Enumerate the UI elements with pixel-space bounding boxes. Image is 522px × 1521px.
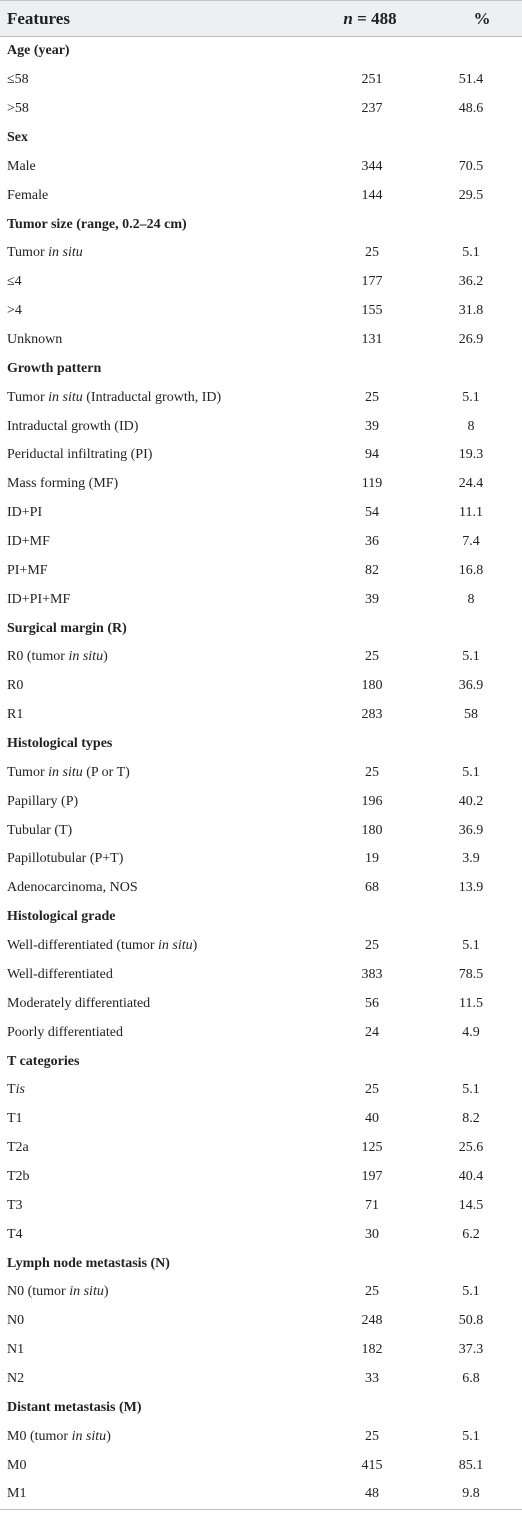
feature-label-suffix: ) — [106, 1428, 111, 1444]
count-cell: 40 — [365, 1111, 379, 1127]
percent-cell: 36.2 — [458, 274, 484, 290]
feature-label — [7, 1220, 23, 1249]
feature-label-text: Tumor — [7, 764, 49, 780]
percent-cell: 78.5 — [458, 966, 484, 982]
table-row — [0, 816, 522, 845]
table-row — [0, 66, 522, 95]
section-label — [7, 1393, 142, 1422]
count-cell: 180 — [361, 822, 383, 838]
feature-label-text: Male — [7, 158, 36, 174]
count-cell: 177 — [361, 274, 383, 290]
table-row — [0, 326, 522, 355]
feature-label-text: Sex — [7, 130, 28, 145]
table-row — [0, 412, 522, 441]
feature-label — [7, 470, 118, 499]
section-header-row — [0, 1393, 522, 1422]
feature-label-text: N0 — [7, 1313, 25, 1329]
table-row — [0, 441, 522, 470]
count-cell: 94 — [365, 447, 379, 463]
count-cell: 25 — [365, 1082, 379, 1098]
feature-label-italic: in situ — [68, 649, 104, 665]
feature-label-text: T2b — [7, 1168, 30, 1184]
percent-cell: 13.9 — [458, 880, 484, 896]
feature-label-italic: in situ — [69, 1284, 104, 1300]
percent-cell: 8 — [467, 418, 475, 434]
feature-label — [7, 672, 23, 701]
table-row — [0, 961, 522, 990]
feature-label — [7, 239, 83, 268]
header-percent: % — [473, 8, 491, 28]
feature-label-text: Unknown — [7, 332, 63, 348]
feature-label-text: Adenocarcinoma, NOS — [7, 880, 138, 896]
table-row — [0, 1336, 522, 1365]
count-cell: 48 — [365, 1486, 379, 1502]
section-header-row — [0, 37, 522, 66]
feature-label — [7, 528, 50, 557]
feature-label-italic: in situ — [48, 245, 83, 261]
feature-label-text: T1 — [7, 1111, 23, 1127]
feature-label — [7, 1105, 23, 1134]
percent-cell: 48.6 — [458, 101, 484, 117]
feature-label — [7, 874, 138, 903]
table-row — [0, 1422, 522, 1451]
feature-label — [7, 326, 62, 355]
feature-label — [7, 1451, 26, 1480]
percent-cell: 40.2 — [458, 793, 484, 809]
feature-label-text: Tumor — [7, 389, 49, 405]
feature-label — [7, 556, 48, 585]
table-row — [0, 787, 522, 816]
feature-label-text: Mass forming (MF) — [7, 476, 119, 492]
table-row — [0, 758, 522, 787]
percent-cell: 14.5 — [458, 1197, 484, 1213]
percent-cell: 29.5 — [458, 187, 484, 203]
percent-cell: 5.1 — [462, 1284, 480, 1300]
feature-label-suffix: ) — [192, 938, 198, 954]
feature-label-text: Surgical margin (R) — [7, 620, 127, 636]
percent-cell: 51.4 — [458, 72, 484, 88]
count-cell: 344 — [361, 158, 383, 174]
count-cell: 25 — [365, 938, 379, 954]
percent-cell: 3.9 — [462, 851, 480, 867]
count-cell: 155 — [361, 303, 383, 319]
table-row — [0, 585, 522, 614]
feature-label-text: ID+MF — [7, 534, 50, 550]
count-cell: 25 — [365, 1284, 379, 1300]
section-label — [7, 124, 28, 153]
feature-label — [7, 1134, 29, 1163]
percent-cell: 11.1 — [459, 505, 483, 521]
feature-label — [7, 441, 152, 470]
feature-label — [7, 1076, 25, 1105]
table-row — [0, 1134, 522, 1163]
feature-label — [7, 268, 22, 297]
percent-cell: 6.8 — [462, 1370, 480, 1386]
header-n-italic: n — [343, 8, 353, 28]
table-body — [0, 37, 522, 1509]
count-cell: 24 — [365, 1024, 379, 1040]
feature-label — [7, 845, 123, 874]
count-cell: 248 — [361, 1313, 383, 1329]
count-cell: 237 — [361, 101, 383, 117]
header-n — [310, 1, 430, 36]
count-cell: 131 — [361, 332, 383, 348]
count-cell: 56 — [365, 995, 379, 1011]
feature-label — [7, 1307, 24, 1336]
table-row — [0, 1018, 522, 1047]
percent-cell: 37.3 — [458, 1342, 484, 1358]
count-cell: 33 — [365, 1370, 379, 1386]
feature-label — [7, 499, 42, 528]
feature-label-text: Tumor — [7, 245, 49, 261]
count-cell: 39 — [365, 418, 379, 434]
percent-cell: 58 — [464, 707, 478, 723]
percent-cell: 8.2 — [462, 1111, 480, 1127]
feature-label-text: ≤4 — [7, 274, 22, 290]
table-row — [0, 1163, 522, 1192]
section-label — [7, 614, 127, 643]
feature-label-text: PI+MF — [7, 562, 48, 578]
table-row — [0, 874, 522, 903]
table-row — [0, 1451, 522, 1480]
table-row — [0, 528, 522, 557]
feature-label-text: R0 — [7, 678, 24, 694]
feature-label-suffix: (P or T) — [82, 764, 130, 780]
feature-label — [7, 585, 70, 614]
table-row — [0, 383, 522, 412]
count-cell: 71 — [365, 1197, 379, 1213]
section-label — [7, 1249, 170, 1278]
table-row — [0, 989, 522, 1018]
feature-label — [7, 95, 29, 124]
count-cell: 68 — [365, 880, 379, 896]
table-row — [0, 239, 522, 268]
table-row — [0, 672, 522, 701]
table-row — [0, 643, 522, 672]
percent-cell: 5.1 — [462, 245, 480, 261]
feature-label — [7, 1336, 24, 1365]
feature-label-italic: in situ — [48, 764, 83, 780]
section-label — [7, 1047, 79, 1076]
feature-label-text: Tumor size (range, 0.2–24 cm) — [7, 216, 187, 232]
count-cell: 25 — [365, 764, 379, 780]
feature-label-text: Growth pattern — [7, 360, 102, 376]
feature-label-text: T — [7, 1082, 16, 1098]
feature-label-text: Intraductal growth (ID) — [7, 418, 139, 434]
feature-label-text: Lymph node metastasis (N) — [7, 1255, 170, 1271]
feature-label — [7, 1480, 26, 1509]
percent-cell: 5.1 — [462, 764, 480, 780]
feature-label — [7, 989, 150, 1018]
percent-cell: 70.5 — [458, 158, 484, 174]
percent-cell: 85.1 — [458, 1457, 484, 1473]
feature-label-text: ID+PI — [7, 505, 43, 521]
count-cell: 19 — [365, 851, 379, 867]
feature-label-text: T4 — [7, 1226, 23, 1242]
section-label — [7, 354, 101, 383]
feature-label-text: T3 — [7, 1197, 23, 1213]
count-cell: 25 — [365, 1428, 379, 1444]
count-cell: 144 — [361, 187, 383, 203]
table-row — [0, 1076, 522, 1105]
header-features: Features — [7, 8, 70, 28]
section-header-row — [0, 124, 522, 153]
percent-cell: 5.1 — [462, 389, 480, 405]
count-cell: 119 — [361, 476, 383, 492]
table-row — [0, 152, 522, 181]
feature-label-text: Papillary (P) — [7, 793, 79, 809]
header-n-rest: = 488 — [352, 8, 397, 28]
table-row — [0, 1220, 522, 1249]
table-row — [0, 181, 522, 210]
feature-label-text: R1 — [7, 707, 24, 723]
section-header-row — [0, 903, 522, 932]
feature-label-text: Tubular (T) — [7, 822, 73, 838]
feature-label-text: M0 (tumor — [7, 1428, 72, 1444]
feature-label-suffix: ) — [103, 649, 108, 665]
count-cell: 383 — [361, 966, 383, 982]
feature-label-text: Histological types — [7, 736, 113, 752]
count-cell: 25 — [365, 649, 379, 665]
feature-label-text: ≤58 — [7, 72, 29, 88]
section-header-row — [0, 614, 522, 643]
percent-cell: 8 — [467, 591, 475, 607]
section-label — [7, 210, 187, 239]
section-header-row — [0, 1047, 522, 1076]
table-row — [0, 1105, 522, 1134]
feature-label-text: T2a — [7, 1140, 29, 1156]
feature-label-text: M0 — [7, 1457, 27, 1473]
percent-cell: 5.1 — [462, 1428, 480, 1444]
feature-label-suffix: ) — [103, 1284, 109, 1300]
percent-cell: 26.9 — [458, 332, 484, 348]
count-cell: 182 — [361, 1342, 383, 1358]
table-row — [0, 268, 522, 297]
feature-label-text: R0 (tumor — [7, 649, 69, 665]
table-row — [0, 297, 522, 326]
table-row — [0, 932, 522, 961]
feature-label — [7, 1422, 111, 1451]
table-row — [0, 95, 522, 124]
feature-label-italic: in situ — [158, 938, 193, 954]
percent-cell: 19.3 — [458, 447, 484, 463]
feature-label-text: N2 — [7, 1370, 25, 1386]
table-row — [0, 1480, 522, 1509]
table-row — [0, 556, 522, 585]
table-row — [0, 499, 522, 528]
feature-label-text: Periductal infiltrating (PI) — [7, 447, 153, 463]
section-label — [7, 903, 116, 932]
feature-label-text: Well-differentiated — [7, 966, 113, 982]
feature-label — [7, 1191, 23, 1220]
feature-label — [7, 643, 108, 672]
section-header-row — [0, 1249, 522, 1278]
feature-label — [7, 816, 72, 845]
percent-cell: 4.9 — [462, 1024, 480, 1040]
count-cell: 39 — [365, 591, 379, 607]
feature-label-text: T categories — [7, 1053, 80, 1069]
feature-label — [7, 1365, 24, 1394]
table-header-row — [0, 0, 522, 37]
feature-label-text: >58 — [7, 101, 29, 117]
feature-label-text: Age (year) — [7, 43, 70, 59]
feature-label — [7, 297, 22, 326]
section-header-row — [0, 730, 522, 759]
feature-label-text: Distant metastasis (M) — [7, 1399, 142, 1415]
table-row — [0, 470, 522, 499]
percent-cell: 50.8 — [458, 1313, 484, 1329]
count-cell: 54 — [365, 505, 379, 521]
feature-label — [7, 383, 221, 412]
feature-label — [7, 1018, 123, 1047]
feature-label — [7, 1163, 30, 1192]
table-row — [0, 1278, 522, 1307]
percent-cell: 16.8 — [458, 562, 484, 578]
feature-label — [7, 701, 23, 730]
count-cell: 180 — [361, 678, 383, 694]
bottom-rule — [0, 1509, 522, 1510]
feature-label-italic: in situ — [71, 1428, 107, 1444]
feature-label — [7, 787, 78, 816]
feature-label-text: M1 — [7, 1486, 27, 1502]
percent-cell: 36.9 — [458, 822, 484, 838]
feature-label-suffix: (Intraductal growth, ID) — [82, 389, 222, 405]
feature-label — [7, 181, 48, 210]
count-cell: 283 — [361, 707, 383, 723]
count-cell: 36 — [365, 534, 379, 550]
feature-label — [7, 961, 113, 990]
feature-label-text: >4 — [7, 303, 22, 319]
feature-label — [7, 66, 29, 95]
feature-label-text: N1 — [7, 1342, 25, 1358]
count-cell: 196 — [361, 793, 383, 809]
feature-label-text: Moderately differentiated — [7, 995, 151, 1011]
feature-label — [7, 932, 197, 961]
feature-label-text: N0 (tumor — [7, 1284, 70, 1300]
percent-cell: 5.1 — [462, 938, 480, 954]
feature-label-text: ID+PI+MF — [7, 591, 71, 607]
count-cell: 251 — [361, 72, 383, 88]
table-row — [0, 1365, 522, 1394]
table-row — [0, 1307, 522, 1336]
feature-label-text: Papillotubular (P+T) — [7, 851, 124, 867]
percent-cell: 6.2 — [462, 1226, 480, 1242]
percent-cell: 25.6 — [458, 1140, 484, 1156]
count-cell: 415 — [361, 1457, 383, 1473]
percent-cell: 11.5 — [459, 995, 483, 1011]
table-row — [0, 701, 522, 730]
percent-cell: 24.4 — [458, 476, 484, 492]
percent-cell: 5.1 — [462, 1082, 480, 1098]
percent-cell: 7.4 — [462, 534, 480, 550]
section-header-row — [0, 210, 522, 239]
count-cell: 30 — [365, 1226, 379, 1242]
count-cell: 197 — [361, 1168, 383, 1184]
count-cell: 125 — [361, 1140, 383, 1156]
feature-label — [7, 1278, 109, 1307]
percent-cell: 31.8 — [458, 303, 484, 319]
feature-label-text: Female — [7, 187, 49, 203]
percent-cell: 40.4 — [458, 1168, 484, 1184]
feature-label — [7, 412, 138, 441]
percent-cell: 5.1 — [462, 649, 480, 665]
percent-cell: 36.9 — [458, 678, 484, 694]
feature-label-text: Histological grade — [7, 909, 116, 925]
percent-cell: 9.8 — [462, 1486, 480, 1502]
feature-label-italic: in situ — [48, 389, 83, 405]
section-header-row — [0, 354, 522, 383]
feature-label-text: Well-differentiated (tumor — [7, 938, 158, 954]
section-label — [7, 730, 112, 759]
feature-label-text: Poorly differentiated — [7, 1024, 123, 1040]
table-row — [0, 845, 522, 874]
feature-label — [7, 758, 130, 787]
count-cell: 82 — [365, 562, 379, 578]
table-row — [0, 1191, 522, 1220]
section-label — [7, 37, 70, 66]
count-cell: 25 — [365, 389, 379, 405]
feature-label — [7, 152, 36, 181]
feature-label-italic: is — [15, 1082, 25, 1098]
count-cell: 25 — [365, 245, 379, 261]
